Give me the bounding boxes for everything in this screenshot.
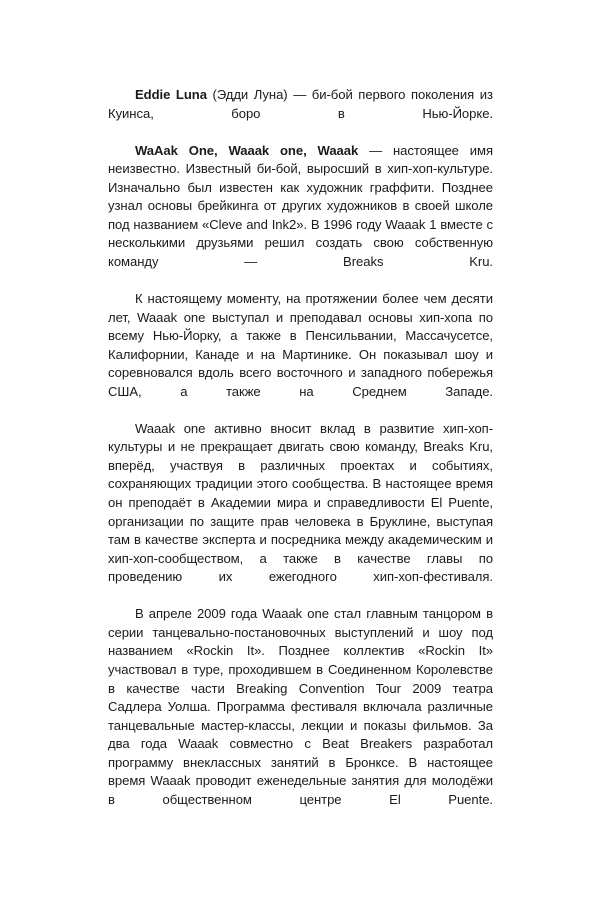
paragraph-2-lead-term: WaAak One, Waaak one, Waaak xyxy=(135,142,359,158)
paragraph-2-body: — настоящее имя неизвестно. Известный би-бой, выросший в хип-хоп-культуре. Изначально был известен как художник граффити. Позднее узнал основы брейкинга от других художников в своей школе под названием «Cleve and Ink2». В 1996 году Waaak 1 вместе с несколькими друзьями решил создать свою собственную команду — Breaks Kru. xyxy=(108,142,493,269)
paragraph-1 xyxy=(108,86,493,142)
paragraph-3 xyxy=(108,290,493,420)
paragraph-1-body: (Эдди Луна) — би-бой первого поколения из Куинса, боро в Нью-Йорке. xyxy=(108,87,493,121)
paragraph-5 xyxy=(108,605,493,828)
paragraph-1-lead-term: Eddie Luna xyxy=(135,87,207,102)
paragraph-4-body: Waaak one активно вносит вклад в развитие хип-хоп-культуры и не прекращает двигать свою команду, Breaks Kru, вперёд, участвуя в различных проектах и событиях, сохраняющих традиции этого сообщества. В настоящее время он преподаёт в Академии мира и справедливости El Puente, организации по защите прав человека в Бруклине, выступая там в качестве эксперта и посредника между академическим и хип-хоп-сообществом, а также в качестве главы по проведению их ежегодного хип-хоп-фестиваля. xyxy=(108,420,493,585)
paragraph-4 xyxy=(108,420,493,605)
body-text-column xyxy=(108,86,493,828)
paragraph-5-body: В апреле 2009 года Waaak one стал главным танцором в серии танцевально-постановочных выступлений и шоу под названием «Rockin It». Позднее коллектив «Rockin It» участвовал в туре, проходившем в Соединенном Королевстве в качестве части Breaking Convention Tour 2009 театра Садлера Уолша. Программа фестиваля включала различные танцевальные мастер-классы, лекции и показы фильмов. За два года Waaak совместно с Beat Breakers разработал программу внеклассных занятий в Бронксе. В настоящее время Waaak проводит еженедельные занятия для молодёжи в общественном центре El Puente. xyxy=(108,606,493,807)
paragraph-2 xyxy=(108,142,493,290)
paragraph-3-body: К настоящему моменту, на протяжении более чем десяти лет, Waaak one выступал и преподавал основы хип-хопа по всему Нью-Йорку, а также в Пенсильвании, Массачусетсе, Калифорнии, Канаде и на Мартинике. Он показывал шоу и соревновался вдоль всего восточного и западного побережья США, а также на Среднем Западе. xyxy=(108,291,493,399)
